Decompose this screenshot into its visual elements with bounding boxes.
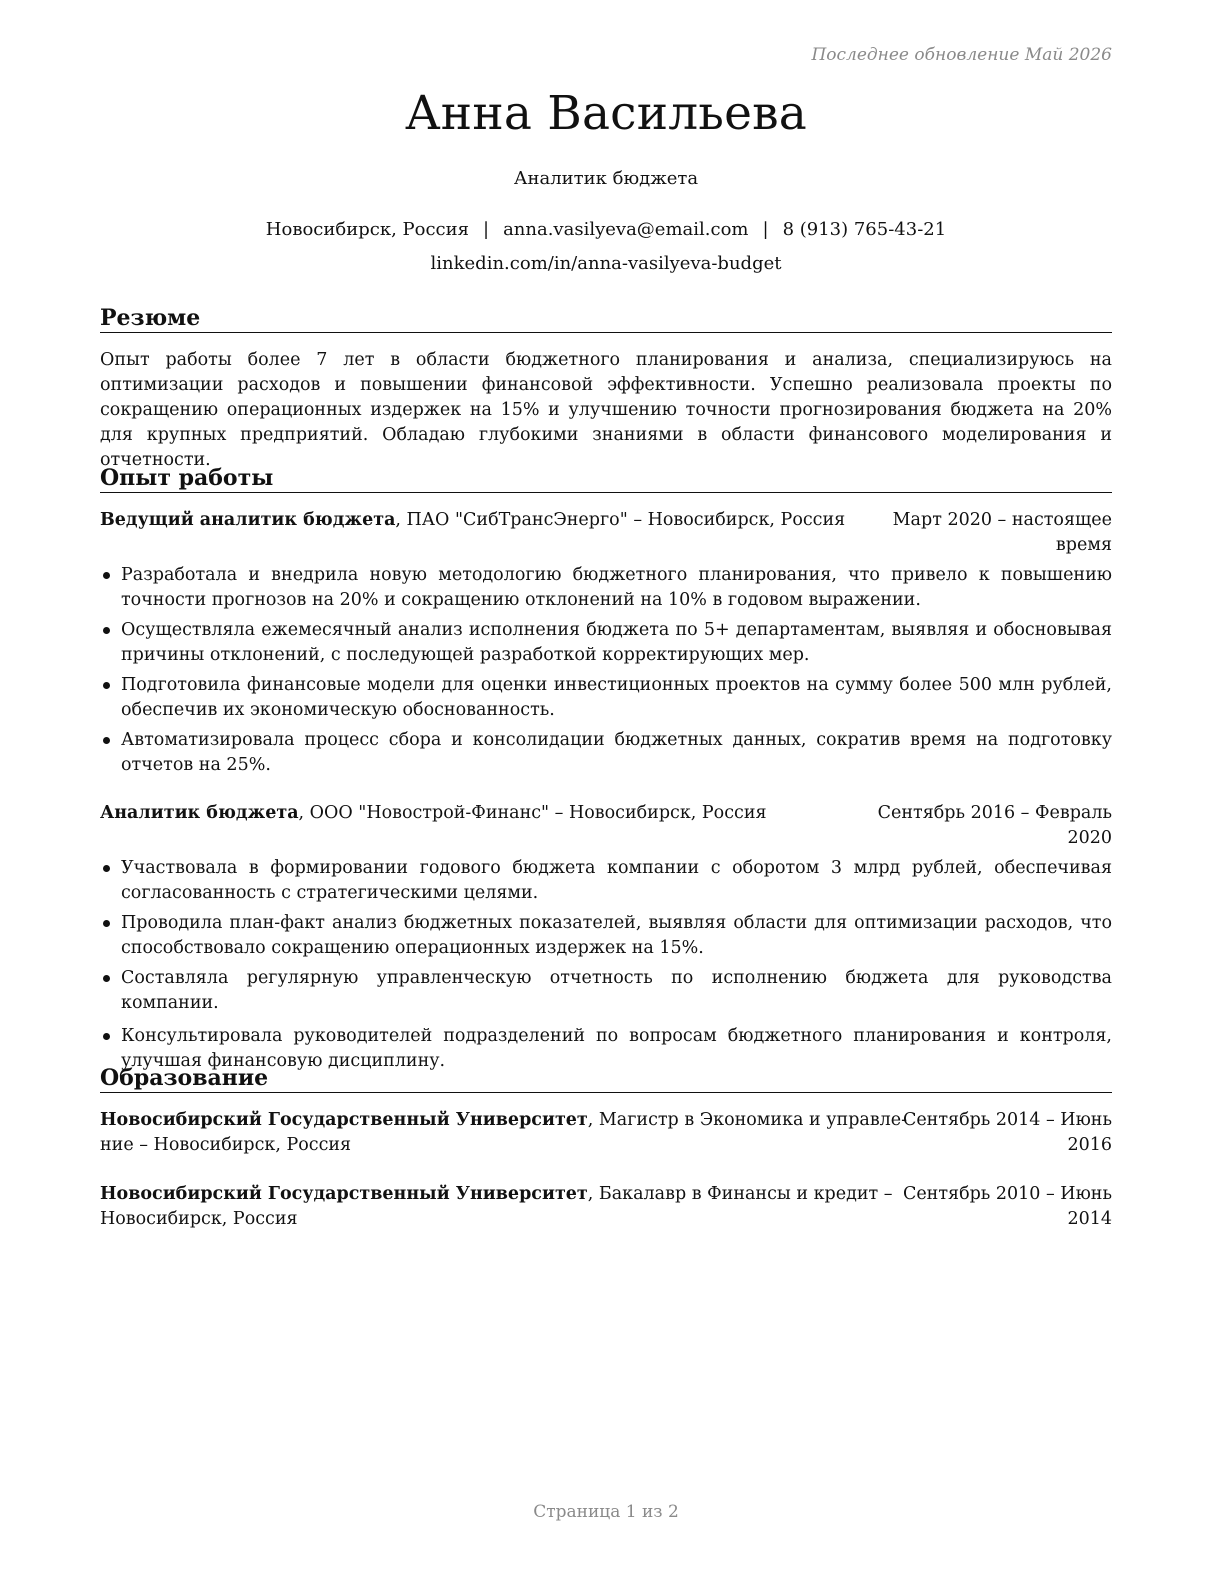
education-dates-line: 2014 — [1067, 1209, 1112, 1229]
bullet-icon — [103, 865, 110, 872]
job-dates — [878, 801, 1112, 851]
job-role: Ведущий аналитик бюджета — [100, 510, 396, 530]
bullet-icon — [103, 682, 110, 689]
education-dates — [903, 1182, 1112, 1232]
contact-separator: | — [482, 219, 490, 240]
bullet-icon — [103, 1033, 110, 1040]
education-line: ние – Новосибирск, Россия — [100, 1135, 352, 1155]
education-line — [100, 1182, 962, 1207]
bullet-text: Автоматизировала процесс сбора и консолидации бюджетных данных, сократив время на подготовку отчетов на 25%. — [121, 730, 1112, 775]
job-company: , ООО "Новострой-Финанс" – Новосибирск, Россия — [298, 803, 767, 823]
last-updated: Последнее обновление Май 2026 — [811, 45, 1112, 65]
bullet-text: Разработала и внедрила новую методологию бюджетного планирования, что привело к повышению точности прогнозов на 20% и сокращению отклонений на 10% в годовом выражении. — [121, 565, 1112, 610]
candidate-name: Анна Васильева — [405, 86, 807, 141]
list-item — [100, 618, 1112, 668]
education-degree — [100, 1108, 962, 1158]
bullet-text: Подготовила финансовые модели для оценки инвестиционных проектов на сумму более 500 млн рублей, обеспечив их экономическую обоснованность. — [121, 675, 1112, 720]
education-line: Новосибирск, Россия — [100, 1209, 298, 1229]
job-dates-line: 2020 — [1067, 828, 1112, 848]
bullet-text: Консультировала руководителей подразделений по вопросам бюджетного планирования и контроля, улучшая финансовую дисциплину. — [121, 1026, 1112, 1071]
bullet-icon — [103, 920, 110, 927]
bullet-icon — [103, 737, 110, 744]
education-item — [100, 1182, 1112, 1232]
bullet-text: Участвовала в формировании годового бюджета компании с оборотом 3 млрд рублей, обеспечивая согласованность с стратегическими целями. — [121, 858, 1112, 903]
education-school: Новосибирский Государственный Университет — [100, 1184, 588, 1204]
bullet-text: Составляла регулярную управленческую отчетность по исполнению бюджета для руководства компании. — [121, 968, 1112, 1013]
education-degree-text: , Магистр в Экономика и управле- — [587, 1110, 908, 1130]
contact-linkedin[interactable]: linkedin.com/in/anna-vasilyeva-budget — [430, 253, 782, 274]
candidate-title: Аналитик бюджета — [513, 168, 699, 189]
list-item — [100, 911, 1112, 961]
job-company: , ПАО "СибТрансЭнерго" – Новосибирск, Россия — [395, 510, 846, 530]
bullet-text: Проводила план-факт анализ бюджетных показателей, выявляя области для оптимизации расходов, что способствовало сокращению операционных издержек на 15%. — [121, 913, 1112, 958]
job-dates — [893, 508, 1112, 558]
page-number: Страница 1 из 2 — [533, 1502, 679, 1522]
list-item — [100, 563, 1112, 613]
list-item — [100, 966, 1112, 1016]
job-role: Аналитик бюджета — [100, 803, 299, 823]
contact-separator: | — [762, 219, 769, 240]
resume-page — [100, 0, 1112, 1584]
education-item — [100, 1108, 1112, 1158]
job-bullets — [100, 563, 1112, 783]
section-heading-education: Образование — [100, 1065, 1112, 1093]
job-bullets — [100, 856, 1112, 1079]
bullet-icon — [103, 975, 110, 982]
contact-email[interactable]: anna.vasilyeva@email.com — [503, 219, 749, 240]
job-header — [100, 508, 1112, 558]
education-dates — [903, 1108, 1112, 1158]
education-school: Новосибирский Государственный Университет — [100, 1110, 588, 1130]
education-dates-line: 2016 — [1067, 1135, 1112, 1155]
job-dates-line: Сентябрь 2016 – Февраль — [877, 803, 1112, 823]
section-heading-experience: Опыт работы — [100, 465, 1112, 493]
bullet-icon — [103, 627, 110, 634]
contact-location: Новосибирск, Россия — [265, 219, 469, 240]
list-item — [100, 728, 1112, 778]
education-dates-line: Сентябрь 2010 – Июнь — [902, 1184, 1112, 1204]
contact-line — [100, 219, 1112, 240]
job-header — [100, 801, 1112, 851]
list-item — [100, 856, 1112, 906]
bullet-text: Осуществляла ежемесячный анализ исполнения бюджета по 5+ департаментам, выявляя и обосновывая причины отклонений, с последующей разработкой корректирующих мер. — [121, 620, 1112, 665]
summary-text: Опыт работы более 7 лет в области бюджетного планирования и анализа, специализируюсь на оптимизации расходов и повышении финансовой эффективности. Успешно реализовала проекты по сокращению операционных издержек на 15% и улучшению точности прогнозирования бюджета на 20% для крупных предприятий. Обладаю глубокими знаниями в области финансового моделирования и отчетности. — [100, 350, 1112, 470]
job-title-line — [100, 801, 767, 826]
bullet-icon — [103, 572, 110, 579]
job-title-line — [100, 508, 845, 533]
list-item — [100, 673, 1112, 723]
education-degree-text: , Бакалавр в Финансы и кредит – — [587, 1184, 893, 1204]
section-heading-summary: Резюме — [100, 305, 1112, 333]
education-degree — [100, 1182, 962, 1232]
education-dates-line: Сентябрь 2014 – Июнь — [902, 1110, 1112, 1130]
contact-phone[interactable]: 8 (913) 765-43-21 — [782, 219, 947, 240]
job-dates-line: Март 2020 – настоящее — [892, 510, 1112, 530]
job-dates-line: время — [1055, 535, 1112, 555]
education-line — [100, 1108, 962, 1133]
